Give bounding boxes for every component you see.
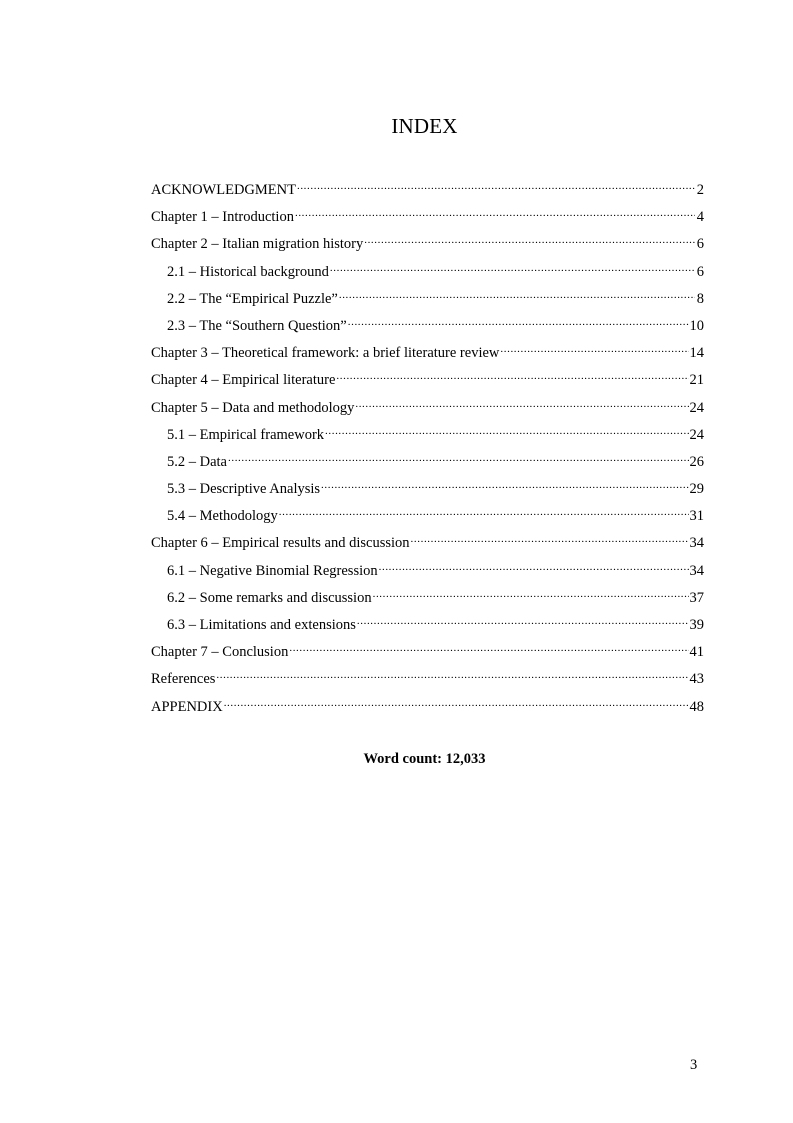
table-of-contents — [151, 173, 704, 717]
toc-entry-label: 5.4 – Methodology — [167, 508, 278, 525]
toc-entry-page: 2 — [696, 182, 704, 198]
toc-dot-leader — [279, 499, 689, 520]
toc-entry-chapter-1[interactable] — [151, 200, 704, 227]
toc-entry-chapter-3[interactable] — [151, 336, 704, 363]
toc-entry-label: ACKNOWLEDGMENT — [151, 182, 296, 198]
toc-entry-label: APPENDIX — [151, 698, 223, 715]
toc-entry-acknowledgment[interactable] — [151, 173, 704, 200]
toc-entry-section-2-2[interactable] — [151, 282, 704, 309]
toc-dot-leader — [321, 472, 688, 493]
toc-entry-chapter-4[interactable] — [151, 363, 704, 390]
toc-entry-page: 24 — [689, 426, 704, 443]
toc-entry-page: 6 — [696, 236, 704, 253]
toc-entry-label: Chapter 2 – Italian migration history — [151, 236, 364, 253]
toc-entry-section-2-3[interactable] — [151, 309, 704, 336]
toc-dot-leader — [355, 391, 688, 412]
toc-entry-page: 31 — [689, 508, 704, 525]
toc-entry-section-6-2[interactable] — [151, 581, 704, 608]
toc-entry-page: 4 — [696, 209, 704, 226]
toc-entry-references[interactable] — [151, 662, 704, 689]
toc-entry-section-5-3[interactable] — [151, 472, 704, 499]
toc-entry-page: 24 — [689, 399, 704, 416]
page-title: INDEX — [391, 114, 458, 138]
toc-entry-label: 2.2 – The “Empirical Puzzle” — [167, 290, 338, 307]
toc-entry-page: 26 — [689, 453, 704, 470]
toc-dot-leader — [295, 200, 695, 221]
toc-entry-label: 6.1 – Negative Binomial Regression — [167, 562, 378, 579]
toc-entry-section-2-1[interactable] — [151, 255, 704, 282]
toc-entry-page: 6 — [696, 263, 704, 280]
toc-entry-label: 5.2 – Data — [167, 453, 227, 470]
toc-dot-leader — [297, 173, 695, 194]
toc-dot-leader — [379, 554, 689, 575]
toc-entry-label: Chapter 5 – Data and methodology — [151, 399, 355, 416]
toc-dot-leader — [228, 445, 689, 466]
toc-entry-label: Chapter 4 – Empirical literature — [151, 372, 336, 389]
toc-entry-label: 5.1 – Empirical framework — [167, 426, 325, 443]
toc-entry-page: 34 — [689, 562, 704, 579]
toc-dot-leader — [373, 581, 689, 602]
toc-entry-label: Chapter 6 – Empirical results and discussion — [151, 535, 410, 552]
toc-entry-section-6-3[interactable] — [151, 608, 704, 635]
toc-entry-section-5-2[interactable] — [151, 445, 704, 472]
toc-dot-leader — [348, 309, 689, 330]
toc-dot-leader — [216, 662, 688, 683]
toc-entry-page: 8 — [696, 290, 704, 307]
toc-entry-page: 29 — [689, 481, 704, 498]
toc-entry-page: 10 — [689, 317, 704, 334]
toc-dot-leader — [224, 690, 689, 711]
toc-dot-leader — [330, 255, 695, 276]
toc-dot-leader — [357, 608, 689, 629]
toc-entry-label: 5.3 – Descriptive Analysis — [167, 481, 321, 498]
toc-entry-chapter-2[interactable] — [151, 227, 704, 254]
toc-entry-label: 6.3 – Limitations and extensions — [167, 617, 356, 633]
page-number: 3 — [690, 1057, 698, 1073]
toc-dot-leader — [500, 336, 688, 357]
toc-entry-label: Chapter 3 – Theoretical framework: a brief literature review — [151, 345, 500, 362]
word-count: Word count: 12,033 — [363, 751, 486, 767]
toc-entry-label: 2.3 – The “Southern Question” — [167, 317, 347, 334]
toc-dot-leader — [289, 635, 688, 656]
toc-entry-section-5-1[interactable] — [151, 418, 704, 445]
toc-dot-leader — [325, 418, 688, 439]
toc-entry-page: 48 — [689, 698, 704, 715]
toc-entry-page: 43 — [689, 671, 704, 688]
toc-entry-chapter-6[interactable] — [151, 526, 704, 553]
toc-entry-page: 41 — [689, 644, 704, 661]
toc-entry-chapter-5[interactable] — [151, 391, 704, 418]
toc-entry-appendix[interactable] — [151, 690, 704, 717]
toc-entry-label: 6.2 – Some remarks and discussion — [167, 589, 372, 606]
toc-dot-leader — [411, 526, 689, 547]
toc-entry-label: 2.1 – Historical background — [167, 263, 329, 280]
toc-entry-chapter-7[interactable] — [151, 635, 704, 662]
toc-entry-section-6-1[interactable] — [151, 554, 704, 581]
toc-entry-page: 34 — [689, 535, 704, 552]
toc-dot-leader — [336, 363, 688, 384]
toc-entry-label: Chapter 1 – Introduction — [151, 209, 294, 226]
toc-entry-label: References — [151, 671, 216, 688]
toc-dot-leader — [339, 282, 695, 303]
toc-entry-page: 21 — [689, 372, 704, 389]
toc-entry-page: 14 — [689, 345, 704, 362]
toc-entry-page: 39 — [689, 617, 704, 633]
toc-entry-section-5-4[interactable] — [151, 499, 704, 526]
toc-entry-page: 37 — [689, 589, 704, 606]
toc-entry-label: Chapter 7 – Conclusion — [151, 644, 289, 661]
toc-dot-leader — [364, 227, 695, 248]
